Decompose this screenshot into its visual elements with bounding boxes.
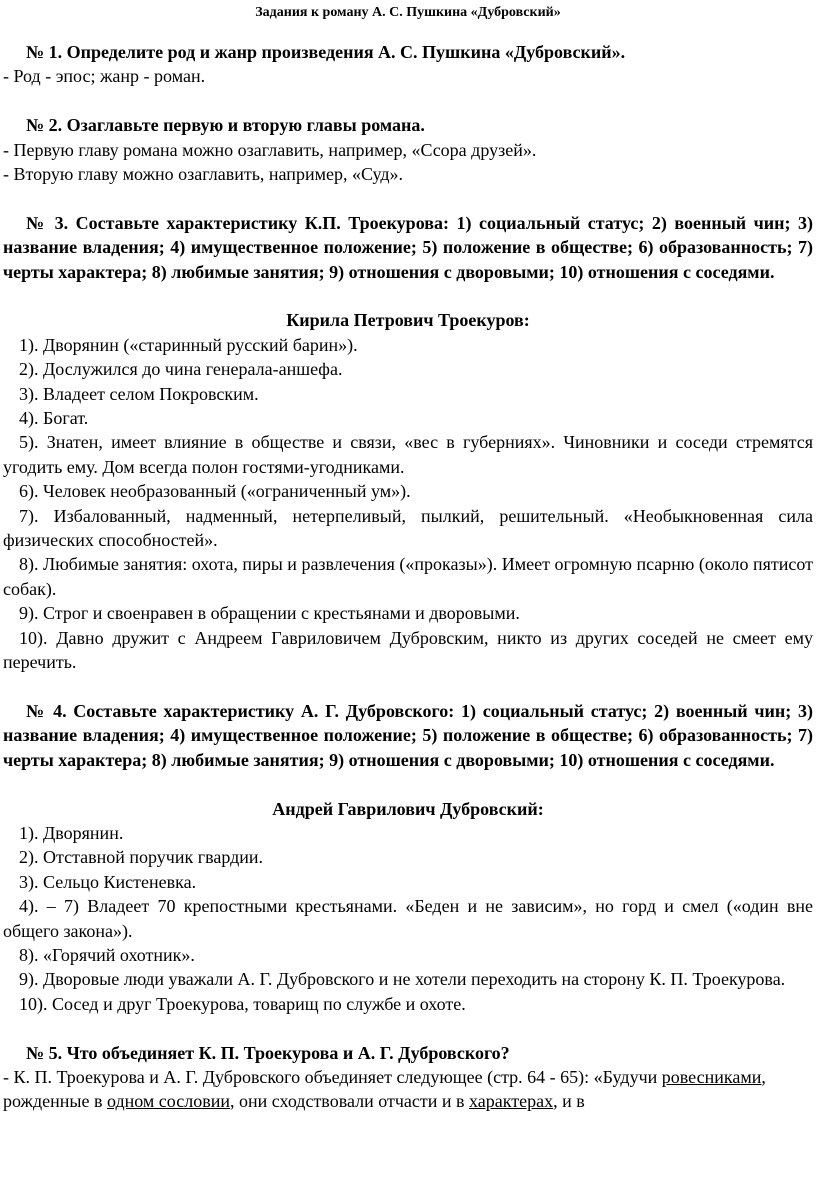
troekurov-heading: Кирила Петрович Троекуров: bbox=[286, 310, 530, 331]
dubrovsky-item: 4). – 7) Владеет 70 крепостными крестьянами. «Беден и не зависим», но горд и смел («один вне общего закона»). bbox=[3, 896, 813, 941]
question-3: № 3. Составьте характеристику К.П. Троекурова: 1) социальный статус; 2) военный чин; 3) название владения; 4) имущественное положение; 5) положение в обществе; 6) образованность; 7) черты характера; 8) любимые занятия; 9) отношения с дворовыми; 10) отношения с соседями. bbox=[3, 212, 813, 282]
troekurov-item: 10). Давно дружит с Андреем Гавриловичем Дубровским, никто из других соседей не смеет ему перечить. bbox=[3, 627, 813, 673]
dubrovsky-item: 2). Отставной поручик гвардии. bbox=[19, 847, 264, 868]
underlined-peers: ровесниками bbox=[661, 1066, 762, 1087]
answer-5-text: , и в bbox=[553, 1091, 585, 1112]
troekurov-item: 2). Дослужился до чина генерала-аншефа. bbox=[19, 359, 343, 380]
answer-1: - Род - эпос; жанр - роман. bbox=[3, 66, 206, 87]
troekurov-item: 1). Дворянин («старинный русский барин»). bbox=[19, 334, 358, 355]
underlined-characters: характерах bbox=[469, 1091, 554, 1112]
answer-5 bbox=[3, 1065, 813, 1114]
dubrovsky-item: 3). Сельцо Кистеневка. bbox=[19, 871, 197, 892]
answer-2-chapter-2: - Вторую главу можно озаглавить, например, «Суд». bbox=[3, 164, 404, 185]
answer-5-text: , рожденные в bbox=[3, 1066, 766, 1112]
underlined-estate: одном сословии bbox=[106, 1091, 230, 1112]
dubrovsky-item: 1). Дворянин. bbox=[19, 822, 124, 843]
dubrovsky-item: 8). «Горячий охотник». bbox=[19, 944, 195, 965]
question-1: № 1. Определите род и жанр произведения А. С. Пушкина «Дубровский». bbox=[26, 42, 626, 62]
question-4: № 4. Составьте характеристику А. Г. Дубровского: 1) социальный статус; 2) военный чин; 3) название владения; 4) имущественное положение; 5) положение в обществе; 6) образованность; 7) черты характера; 8) любимые занятия; 9) отношения с дворовыми; 10) отношения с соседями. bbox=[3, 700, 813, 770]
troekurov-item: 7). Избалованный, надменный, нетерпеливый, пылкий, решительный. «Необыкновенная сила физических способностей». bbox=[3, 505, 813, 551]
document-title: Задания к роману А. С. Пушкина «Дубровский» bbox=[255, 5, 561, 20]
answer-2-chapter-1: - Первую главу романа можно озаглавить, например, «Ссора друзей». bbox=[3, 139, 537, 160]
question-5: № 5. Что объединяет К. П. Троекурова и А. Г. Дубровского? bbox=[26, 1042, 510, 1063]
troekurov-item: 3). Владеет селом Покровским. bbox=[19, 383, 259, 404]
answer-5-text: , они сходствовали отчасти и в bbox=[229, 1091, 470, 1112]
troekurov-item: 9). Строг и своенравен в обращении с крестьянами и дворовыми. bbox=[19, 603, 520, 624]
question-2: № 2. Озаглавьте первую и вторую главы романа. bbox=[26, 115, 425, 136]
dubrovsky-heading: Андрей Гаврилович Дубровский: bbox=[272, 798, 544, 819]
dubrovsky-item: 10). Сосед и друг Троекурова, товарищ по службе и охоте. bbox=[19, 993, 466, 1014]
troekurov-item: 5). Знатен, имеет влияние в обществе и связи, «вес в губерниях». Чиновники и соседи стремятся угодить ему. Дом всегда полон гостями-угодниками. bbox=[3, 432, 813, 477]
troekurov-item: 4). Богат. bbox=[19, 408, 89, 429]
dubrovsky-item: 9). Дворовые люди уважали А. Г. Дубровского и не хотели переходить на сторону К. П. Троекурова. bbox=[19, 969, 786, 990]
troekurov-item: 6). Человек необразованный («ограниченный ум»). bbox=[19, 481, 411, 502]
troekurov-item: 8). Любимые занятия: охота, пиры и развлечения («проказы»). Имеет огромную псарню (около пятисот собак). bbox=[3, 554, 813, 599]
answer-5-text: - К. П. Троекурова и А. Г. Дубровского объединяет следующее (стр. 64 - 65): «Будучи bbox=[3, 1066, 662, 1087]
document-page bbox=[3, 0, 813, 1114]
